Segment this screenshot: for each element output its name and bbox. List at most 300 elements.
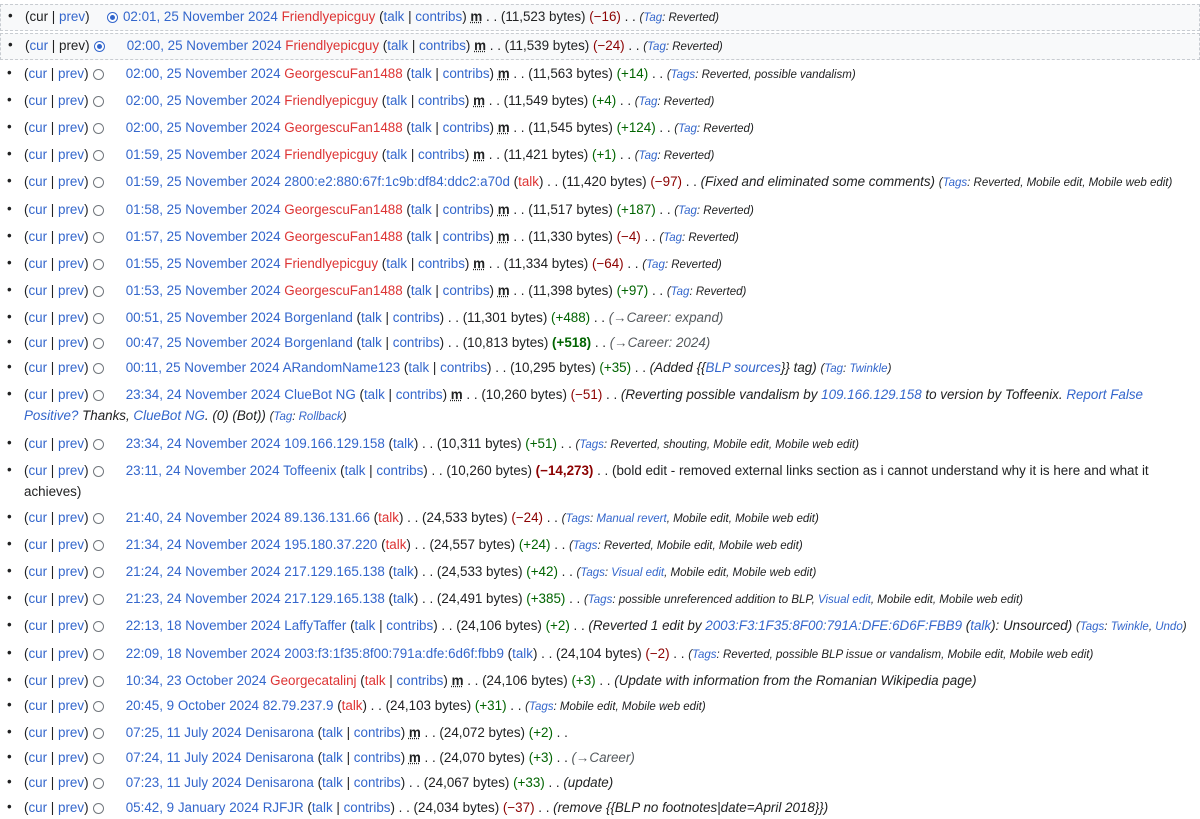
user-contribs-link[interactable]: contribs	[442, 229, 490, 244]
cur-link[interactable]: cur	[28, 646, 48, 661]
cur-link[interactable]: cur	[28, 564, 48, 579]
revision-timestamp-link[interactable]: 21:40, 24 November 2024	[125, 510, 281, 525]
user-link[interactable]: 89.136.131.66	[284, 510, 370, 525]
tag-link[interactable]: Visual edit	[611, 567, 665, 579]
diff-to-radio[interactable]	[93, 96, 104, 107]
size-delta: (+14)	[616, 66, 649, 81]
size-delta: (+3)	[571, 673, 596, 688]
tag-link[interactable]: Twinkle	[1110, 621, 1149, 633]
tags-link[interactable]: Tag	[647, 41, 666, 53]
user-talk-link[interactable]: talk	[360, 335, 382, 350]
revision-size: (11,523 bytes)	[500, 9, 586, 24]
history-row: • (cur | prev) 23:34, 24 November 2024 109.166.129.158 (talk) . . (10,311 bytes) (+51) . . (Tags: Reverted, shouting, Mobile edit, Mobile web edit)	[0, 432, 1200, 457]
report-false-positive-link[interactable]: Report False Positive?	[24, 387, 1143, 423]
user-link[interactable]: Borgenland	[284, 310, 353, 325]
history-row: • (cur | prev) 01:59, 25 November 2024 2800:e2:880:67f:1c9b:df84:ddc2:a70d (talk) . . (11,420 bytes) (−97) . . (Fixed and eliminated some comments) (Tags: Reverted, Mobile edit, Mobile web edit)	[0, 170, 1200, 195]
tag: Mobile web edit	[775, 439, 856, 451]
diff-to-radio[interactable]	[93, 676, 104, 687]
diff-to-radio[interactable]	[93, 753, 104, 764]
prev-link[interactable]: prev	[58, 725, 85, 740]
prev-link[interactable]: prev	[58, 283, 85, 298]
tags-link[interactable]: Tag	[824, 363, 844, 375]
cur-link[interactable]: cur	[28, 510, 48, 525]
user-contribs-link[interactable]: contribs	[418, 256, 465, 271]
cur-link[interactable]: cur	[28, 750, 48, 765]
cur-link[interactable]: cur	[28, 147, 48, 162]
tags-link[interactable]: Tag	[678, 205, 697, 217]
revision-size: (24,070 bytes)	[439, 750, 526, 765]
revision-size: (24,533 bytes)	[422, 510, 508, 525]
tag: possible vandalism	[754, 69, 852, 81]
revision-timestamp-link[interactable]: 23:11, 24 November 2024	[125, 463, 280, 478]
history-row: • (cur | prev) 22:13, 18 November 2024 LaffyTaffer (talk | contribs) . . (24,106 bytes) (+2) . . (Reverted 1 edit by 2003:F3:1F35:8F00:791A:DFE:6D6F:FBB9 (talk): Unsourced) (Tags: Twinkle, Undo)	[0, 614, 1200, 639]
prev-link[interactable]: prev	[58, 698, 85, 713]
tags-link[interactable]: Tags	[942, 177, 968, 189]
user-link[interactable]: Georgecatalinj	[270, 673, 357, 688]
user-link[interactable]: LaffyTaffer	[284, 618, 347, 633]
revision-size: (10,813 bytes)	[462, 335, 549, 350]
user-talk-link[interactable]: talk	[363, 387, 385, 402]
tags-link[interactable]: Tags	[572, 540, 598, 552]
revision-timestamp-link[interactable]: 23:34, 24 November 2024	[125, 436, 281, 451]
cur-link[interactable]: cur	[28, 335, 48, 350]
minor-edit-marker: m	[408, 725, 421, 740]
revision-size: (11,563 bytes)	[528, 66, 613, 81]
revision-timestamp-link[interactable]: 00:51, 25 November 2024	[125, 310, 281, 325]
prev-link[interactable]: prev	[58, 775, 85, 790]
diff-to-radio[interactable]	[93, 338, 104, 349]
user-link[interactable]: Denisarona	[245, 775, 314, 790]
revision-timestamp-link[interactable]: 01:59, 25 November 2024	[125, 147, 281, 162]
revision-timestamp-link[interactable]: 02:01, 25 November 2024	[122, 9, 278, 24]
diff-to-radio[interactable]	[93, 778, 104, 789]
tag: Reverted	[610, 439, 657, 451]
user-talk-link[interactable]: talk	[518, 174, 539, 189]
revision-size: (10,311 bytes)	[436, 436, 522, 451]
prev-link[interactable]: prev	[58, 537, 85, 552]
history-row: • (cur | prev) 02:00, 25 November 2024 Friendlyepicguy (talk | contribs) m . . (11,549 bytes) (+4) . . (Tag: Reverted)	[0, 89, 1200, 114]
diff-to-radio[interactable]	[93, 728, 104, 739]
user-contribs-link[interactable]: contribs	[376, 463, 424, 478]
user-link[interactable]: Toffeenix	[283, 463, 337, 478]
diff-to-radio[interactable]	[93, 390, 104, 401]
user-contribs-link[interactable]: contribs	[386, 618, 434, 633]
tag-link[interactable]: Rollback	[298, 411, 343, 423]
size-delta: (−2)	[645, 646, 670, 661]
user-link[interactable]: ARandomName123	[282, 360, 401, 375]
prev-link[interactable]: prev	[58, 591, 85, 606]
tag-link[interactable]: Twinkle	[849, 363, 888, 375]
revision-timestamp-link[interactable]: 22:09, 18 November 2024	[125, 646, 281, 661]
minor-edit-marker: m	[473, 256, 486, 271]
history-row: • (cur | prev) 21:34, 24 November 2024 195.180.37.220 (talk) . . (24,557 bytes) (+24) . . (Tags: Reverted, Mobile edit, Mobile web edit)	[0, 533, 1200, 558]
user-talk-link[interactable]: talk	[322, 725, 343, 740]
user-talk-link[interactable]: talk	[410, 229, 432, 244]
prev-link[interactable]: prev	[58, 800, 85, 815]
user-contribs-link[interactable]: contribs	[440, 360, 488, 375]
cur-link[interactable]: cur	[28, 436, 48, 451]
diff-to-radio[interactable]	[93, 803, 104, 814]
cur-link[interactable]: cur	[28, 387, 48, 402]
revision-size: (24,491 bytes)	[436, 591, 523, 606]
prev-link[interactable]: prev	[58, 646, 85, 661]
user-contribs-link[interactable]: contribs	[442, 283, 490, 298]
tags-link[interactable]: Tags	[565, 513, 590, 525]
cur-link[interactable]: cur	[28, 360, 48, 375]
prev-link[interactable]: prev	[58, 229, 85, 244]
tags-link[interactable]: Tags	[580, 567, 605, 579]
diff-to-radio[interactable]	[93, 205, 104, 216]
prev-link[interactable]: prev	[58, 618, 85, 633]
user-link[interactable]: 82.79.237.9	[262, 698, 334, 713]
user-contribs-link[interactable]: contribs	[396, 673, 444, 688]
tag: Reverted	[663, 96, 711, 108]
user-contribs-link[interactable]: contribs	[418, 93, 465, 108]
cur-link[interactable]: cur	[28, 463, 48, 478]
user-talk-link[interactable]: talk	[386, 256, 408, 271]
tags-link[interactable]: Tag	[678, 123, 697, 135]
summary-ip-link[interactable]: 2003:F3:1F35:8F00:791A:DFE:6D6F:FBB9	[705, 618, 963, 633]
user-link[interactable]: Friendlyepicguy	[281, 9, 376, 24]
edit-summary: (Fixed and eliminated some comments)	[700, 174, 936, 189]
user-link[interactable]: Denisarona	[245, 725, 314, 740]
prev-link[interactable]: prev	[58, 310, 85, 325]
summary-link[interactable]: BLP sources	[705, 360, 781, 375]
history-row: • (cur | prev) 07:23, 11 July 2024 Denisarona (talk | contribs) . . (24,067 bytes) (+33) . . (update)	[0, 771, 1200, 794]
edit-summary: (bold edit - removed external links section as i cannot understand why it is here and what it achieves)	[24, 463, 1149, 499]
size-delta: (+35)	[599, 360, 632, 375]
tags-link[interactable]: Tag	[638, 96, 658, 108]
user-link[interactable]: 2800:e2:880:67f:1c9b:df84:ddc2:a70d	[284, 174, 510, 189]
tags-link[interactable]: Tag	[638, 150, 658, 162]
tag: Reverted	[703, 205, 750, 217]
size-delta: (+51)	[525, 436, 557, 451]
tags-link[interactable]: Tags	[692, 649, 717, 661]
cur-link[interactable]: cur	[28, 93, 48, 108]
user-link[interactable]: 195.180.37.220	[284, 537, 378, 552]
history-row: • (cur | prev) 00:11, 25 November 2024 ARandomName123 (talk | contribs) . . (10,295 bytes) (+35) . . (Added {{BLP sources}} tag) (Tag: Twinkle)	[0, 356, 1200, 381]
tags-link[interactable]: Tags	[529, 701, 554, 713]
revision-timestamp-link[interactable]: 07:25, 11 July 2024	[125, 725, 242, 740]
user-contribs-link[interactable]: contribs	[419, 38, 466, 53]
diff-to-radio[interactable]	[93, 649, 104, 660]
tag: Mobile web edit	[735, 513, 815, 525]
prev-link[interactable]: prev	[58, 673, 85, 688]
cur-link[interactable]: cur	[28, 591, 48, 606]
history-row: • (cur | prev) 07:24, 11 July 2024 Denisarona (talk | contribs) m . . (24,070 bytes) (+3) . . (→Career)	[0, 746, 1200, 769]
cur-link[interactable]: cur	[28, 537, 48, 552]
revision-timestamp-link[interactable]: 01:58, 25 November 2024	[125, 202, 281, 217]
revision-timestamp-link[interactable]: 00:11, 25 November 2024	[125, 360, 280, 375]
tag-link[interactable]: Undo	[1155, 621, 1183, 633]
revision-timestamp-link[interactable]: 07:24, 11 July 2024	[125, 750, 242, 765]
minor-edit-marker: m	[450, 387, 463, 402]
cur-link[interactable]: cur	[29, 38, 49, 53]
diff-to-radio[interactable]	[93, 286, 104, 297]
revision-size: (10,260 bytes)	[446, 463, 532, 478]
user-talk-link[interactable]: talk	[386, 147, 408, 162]
tag: Reverted	[703, 123, 750, 135]
revision-timestamp-link[interactable]: 02:00, 25 November 2024	[125, 93, 281, 108]
prev-link[interactable]: prev	[58, 147, 85, 162]
cur-link[interactable]: cur	[28, 174, 48, 189]
revision-timestamp-link[interactable]: 07:23, 11 July 2024	[125, 775, 242, 790]
minor-edit-marker: m	[497, 66, 510, 81]
user-link[interactable]: 217.129.165.138	[284, 591, 385, 606]
diff-to-radio[interactable]	[93, 177, 104, 188]
prev-link[interactable]: prev	[58, 174, 85, 189]
revision-timestamp-link[interactable]: 22:13, 18 November 2024	[125, 618, 281, 633]
cur-link[interactable]: cur	[28, 310, 48, 325]
prev-link[interactable]: prev	[58, 436, 85, 451]
user-talk-link[interactable]: talk	[378, 510, 399, 525]
cur-link[interactable]: cur	[28, 800, 48, 815]
user-link[interactable]: GeorgescuFan1488	[284, 283, 403, 298]
user-talk-link[interactable]: talk	[512, 646, 533, 661]
revision-timestamp-link[interactable]: 02:00, 25 November 2024	[126, 38, 282, 53]
user-talk-link[interactable]: talk	[360, 310, 382, 325]
prev-link[interactable]: prev	[58, 510, 85, 525]
user-talk-link[interactable]: talk	[354, 618, 376, 633]
tags-link[interactable]: Tags	[587, 594, 613, 606]
user-talk-link[interactable]: talk	[364, 673, 386, 688]
revision-timestamp-link[interactable]: 21:23, 24 November 2024	[125, 591, 281, 606]
minor-edit-marker: m	[451, 673, 464, 688]
user-talk-link[interactable]: talk	[385, 537, 407, 552]
prev-link[interactable]: prev	[58, 202, 85, 217]
tags-link[interactable]: Tag	[646, 259, 665, 271]
revision-timestamp-link[interactable]: 02:00, 25 November 2024	[125, 120, 281, 135]
tags-link[interactable]: Tag	[643, 12, 663, 24]
prev-link[interactable]: prev	[58, 750, 85, 765]
tag: Reverted	[973, 177, 1021, 189]
user-talk-link[interactable]: talk	[383, 9, 405, 24]
prev-link[interactable]: prev	[58, 120, 85, 135]
revision-size: (11,398 bytes)	[528, 283, 613, 298]
revision-timestamp-link[interactable]: 21:24, 24 November 2024	[125, 564, 281, 579]
tag: Mobile edit	[656, 540, 713, 552]
prev-link[interactable]: prev	[58, 335, 85, 350]
diff-to-radio[interactable]	[93, 363, 104, 374]
user-link[interactable]: GeorgescuFan1488	[284, 66, 403, 81]
tag: Reverted	[603, 540, 651, 552]
user-talk-link[interactable]: talk	[393, 436, 414, 451]
size-delta: (+4)	[591, 93, 617, 108]
tags-link[interactable]: Tags	[1079, 621, 1105, 633]
prev-link[interactable]: prev	[58, 66, 85, 81]
revision-size: (11,301 bytes)	[462, 310, 548, 325]
revision-timestamp-link[interactable]: 21:34, 24 November 2024	[125, 537, 281, 552]
tags-link[interactable]: Tag	[273, 411, 293, 423]
user-talk-link[interactable]: talk	[344, 463, 366, 478]
user-link[interactable]: ClueBot NG	[284, 387, 356, 402]
user-contribs-link[interactable]: contribs	[415, 9, 463, 24]
cur-link[interactable]: cur	[28, 283, 48, 298]
prev-link[interactable]: prev	[58, 93, 85, 108]
diff-to-radio[interactable]	[93, 567, 104, 578]
revision-timestamp-link[interactable]: 10:34, 23 October 2024	[125, 673, 267, 688]
user-link[interactable]: Friendlyepicguy	[284, 147, 379, 162]
user-talk-link[interactable]: talk	[410, 283, 432, 298]
summary-bot-link[interactable]: ClueBot NG	[133, 408, 205, 423]
user-talk-link[interactable]: talk	[311, 800, 333, 815]
tag: Reverted	[701, 69, 749, 81]
revision-timestamp-link[interactable]: 23:34, 24 November 2024	[125, 387, 281, 402]
tag: Mobile edit	[1026, 177, 1083, 189]
history-row: • (cur | prev) 00:47, 25 November 2024 Borgenland (talk | contribs) . . (10,813 bytes) (+518) . . (→Career: 2024)	[0, 331, 1200, 354]
user-talk-link[interactable]: talk	[410, 202, 432, 217]
tags-link[interactable]: Tags	[670, 69, 696, 81]
user-contribs-link[interactable]: contribs	[442, 120, 490, 135]
prev-link[interactable]: prev	[59, 9, 86, 24]
user-contribs-link[interactable]: contribs	[353, 725, 401, 740]
diff-to-radio[interactable]	[93, 123, 104, 134]
tag: Mobile edit	[713, 439, 769, 451]
size-delta: (+488)	[551, 310, 591, 325]
user-link[interactable]: Friendlyepicguy	[285, 38, 380, 53]
user-talk-link[interactable]: talk	[341, 698, 363, 713]
tag: Reverted	[722, 649, 770, 661]
user-talk-link[interactable]: talk	[393, 591, 414, 606]
revision-size: (24,034 bytes)	[413, 800, 500, 815]
diff-from-radio[interactable]	[107, 12, 118, 23]
tag-link[interactable]: Manual revert	[596, 513, 667, 525]
user-talk-link[interactable]: talk	[322, 750, 343, 765]
user-link[interactable]: Denisarona	[245, 750, 314, 765]
summary-talk-link[interactable]: talk	[970, 618, 992, 633]
cur-link[interactable]: cur	[28, 202, 48, 217]
summary-text: (Reverted 1 edit by	[588, 618, 706, 633]
user-contribs-link[interactable]: contribs	[392, 310, 440, 325]
user-talk-link[interactable]: talk	[322, 775, 343, 790]
diff-to-radio[interactable]	[93, 150, 104, 161]
summary-ip-link[interactable]: 109.166.129.158	[821, 387, 922, 402]
tag: Mobile edit	[673, 513, 729, 525]
size-delta: (+518)	[552, 335, 592, 350]
history-row: • (cur | prev) 23:11, 24 November 2024 Toffeenix (talk | contribs) . . (10,260 bytes) (−14,273) . . (bold edit - removed external links section as i cannot understand why it is here and what it achieves)	[0, 459, 1200, 503]
history-row: • (cur | prev) 21:40, 24 November 2024 89.136.131.66 (talk) . . (24,533 bytes) (−24) . . (Tags: Manual revert, Mobile edit, Mobile web edit)	[0, 506, 1200, 531]
user-talk-link[interactable]: talk	[387, 38, 409, 53]
diff-to-radio[interactable]	[93, 69, 104, 80]
diff-to-radio[interactable]	[93, 701, 104, 712]
cur-link[interactable]: cur	[28, 775, 48, 790]
edit-summary: (→Career: expand)	[608, 310, 724, 325]
prev-link[interactable]: prev	[58, 256, 85, 271]
tag: Mobile edit	[877, 594, 933, 606]
user-contribs-link[interactable]: contribs	[343, 800, 391, 815]
history-row: • (cur | prev) 02:01, 25 November 2024 Friendlyepicguy (talk | contribs) m . . (11,523 bytes) (−16) . . (Tag: Reverted)	[0, 4, 1200, 31]
minor-edit-marker: m	[497, 120, 510, 135]
revision-timestamp-link[interactable]: 00:47, 25 November 2024	[125, 335, 281, 350]
history-row: • (cur | prev) 01:59, 25 November 2024 Friendlyepicguy (talk | contribs) m . . (11,421 bytes) (+1) . . (Tag: Reverted)	[0, 143, 1200, 168]
revision-timestamp-link[interactable]: 02:00, 25 November 2024	[125, 66, 281, 81]
tag: possible unreferenced addition to BLP	[618, 594, 812, 606]
cur-link[interactable]: cur	[28, 66, 48, 81]
revision-timestamp-link[interactable]: 05:42, 9 January 2024	[125, 800, 259, 815]
size-delta: (+2)	[528, 725, 553, 740]
diff-to-radio[interactable]	[94, 41, 105, 52]
diff-to-radio[interactable]	[93, 594, 104, 605]
cur-label: cur	[29, 9, 49, 24]
diff-to-radio[interactable]	[93, 259, 104, 270]
diff-to-radio[interactable]	[93, 540, 104, 551]
diff-to-radio[interactable]	[93, 513, 104, 524]
prev-link[interactable]: prev	[58, 564, 85, 579]
user-talk-link[interactable]: talk	[386, 93, 408, 108]
user-link[interactable]: RJFJR	[262, 800, 304, 815]
user-link[interactable]: Friendlyepicguy	[284, 93, 379, 108]
user-talk-link[interactable]: talk	[393, 564, 414, 579]
prev-link[interactable]: prev	[58, 387, 85, 402]
revision-size: (11,539 bytes)	[504, 38, 590, 53]
cur-link[interactable]: cur	[28, 256, 48, 271]
size-delta: (−97)	[650, 174, 682, 189]
cur-link[interactable]: cur	[28, 698, 48, 713]
revision-size: (10,260 bytes)	[481, 387, 567, 402]
prev-link[interactable]: prev	[58, 360, 85, 375]
user-contribs-link[interactable]: contribs	[395, 387, 443, 402]
size-delta: (+3)	[528, 750, 553, 765]
revision-timestamp-link[interactable]: 01:55, 25 November 2024	[125, 256, 281, 271]
tags-link[interactable]: Tag	[670, 286, 690, 298]
cur-link[interactable]: cur	[28, 229, 48, 244]
user-link[interactable]: Borgenland	[284, 335, 353, 350]
user-link[interactable]: 217.129.165.138	[284, 564, 385, 579]
user-contribs-link[interactable]: contribs	[442, 66, 490, 81]
diff-to-radio[interactable]	[93, 232, 104, 243]
cur-link[interactable]: cur	[28, 673, 48, 688]
revision-timestamp-link[interactable]: 01:57, 25 November 2024	[125, 229, 281, 244]
diff-to-radio[interactable]	[93, 621, 104, 632]
cur-link[interactable]: cur	[28, 120, 48, 135]
cur-link[interactable]: cur	[28, 725, 48, 740]
minor-edit-marker: m	[497, 283, 510, 298]
user-contribs-link[interactable]: contribs	[442, 202, 490, 217]
user-talk-link[interactable]: talk	[410, 66, 432, 81]
user-link[interactable]: 109.166.129.158	[284, 436, 385, 451]
user-link[interactable]: 2003:f3:1f35:8f00:791a:dfe:6d6f:fbb9	[284, 646, 504, 661]
prev-link[interactable]: prev	[58, 463, 85, 478]
user-contribs-link[interactable]: contribs	[418, 147, 465, 162]
user-link[interactable]: GeorgescuFan1488	[284, 229, 403, 244]
diff-to-radio[interactable]	[93, 313, 104, 324]
user-contribs-link[interactable]: contribs	[353, 750, 401, 765]
user-link[interactable]: Friendlyepicguy	[284, 256, 379, 271]
diff-to-radio[interactable]	[93, 466, 104, 477]
user-talk-link[interactable]: talk	[410, 120, 432, 135]
summary-text: }} tag)	[780, 360, 817, 375]
user-link[interactable]: GeorgescuFan1488	[284, 202, 403, 217]
user-contribs-link[interactable]: contribs	[353, 775, 401, 790]
tags-link[interactable]: Tags	[579, 439, 604, 451]
revision-size: (10,295 bytes)	[510, 360, 596, 375]
diff-to-radio[interactable]	[93, 439, 104, 450]
edit-summary	[650, 360, 817, 375]
history-row: • (cur | prev) 07:25, 11 July 2024 Denisarona (talk | contribs) m . . (24,072 bytes) (+2) . .	[0, 721, 1200, 744]
prev-label: prev	[59, 38, 86, 53]
user-contribs-link[interactable]: contribs	[392, 335, 440, 350]
revision-timestamp-link[interactable]: 20:45, 9 October 2024	[125, 698, 259, 713]
minor-edit-marker: m	[473, 147, 486, 162]
tags-link[interactable]: Tag	[663, 232, 682, 244]
cur-link[interactable]: cur	[28, 618, 48, 633]
tag: Mobile web edit	[621, 701, 702, 713]
user-link[interactable]: GeorgescuFan1488	[284, 120, 403, 135]
revision-timestamp-link[interactable]: 01:59, 25 November 2024	[125, 174, 281, 189]
revision-timestamp-link[interactable]: 01:53, 25 November 2024	[125, 283, 281, 298]
user-talk-link[interactable]: talk	[408, 360, 430, 375]
tag-link[interactable]: Visual edit	[817, 594, 871, 606]
